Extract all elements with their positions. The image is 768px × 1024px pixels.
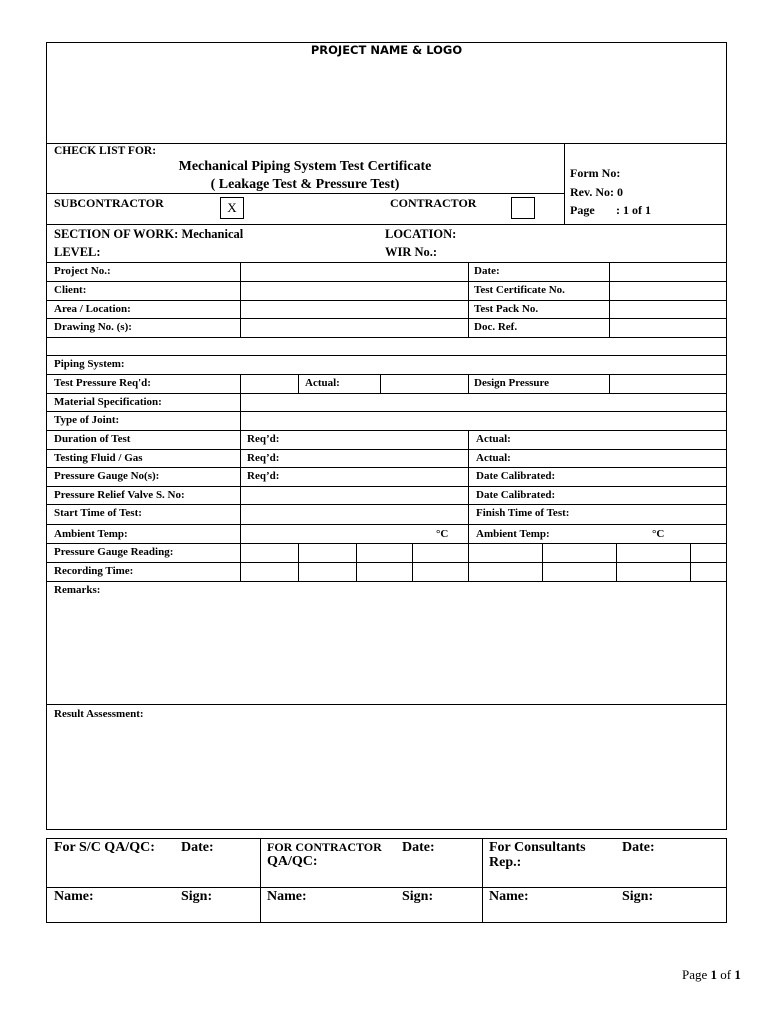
testing-fluid-label: Testing Fluid / Gas (54, 452, 143, 464)
divider (240, 374, 241, 581)
divider (46, 374, 727, 375)
wir-label: WIR No.: (385, 245, 438, 259)
divider (690, 543, 691, 581)
divider (46, 300, 727, 301)
area-location-label: Area / Location: (54, 303, 131, 315)
gauge-date-calibrated: Date Calibrated: (476, 470, 556, 482)
divider (468, 430, 469, 524)
contractor-label: CONTRACTOR (390, 196, 477, 210)
divider (412, 543, 413, 581)
sc-qaqc-label: For S/C QA/QC: (54, 840, 155, 855)
contractor-name-label: Name: (267, 889, 307, 904)
divider (260, 838, 261, 923)
sc-date-label: Date: (181, 840, 214, 855)
consultants-line2: Rep.: (489, 855, 522, 870)
type-of-joint-label: Type of Joint: (54, 414, 120, 426)
level-label: LEVEL: (54, 245, 101, 259)
design-pressure-label: Design Pressure (474, 377, 550, 389)
checklist-for-label: CHECK LIST FOR: (54, 145, 157, 157)
actual-label: Actual: (305, 377, 340, 389)
divider (46, 224, 727, 225)
footer-current-page: 1 (710, 967, 718, 982)
contractor-sign-label: Sign: (402, 889, 434, 904)
divider (380, 374, 381, 393)
start-time-label: Start Time of Test: (54, 507, 142, 519)
valve-date-calibrated: Date Calibrated: (476, 489, 556, 501)
divider (46, 411, 727, 412)
contractor-qaqc-line1: FOR CONTRACTOR (267, 840, 382, 854)
duration-label: Duration of Test (54, 433, 131, 445)
divider (356, 543, 357, 581)
divider (46, 887, 727, 888)
divider (468, 524, 469, 543)
divider (298, 374, 299, 393)
divider (46, 193, 564, 194)
divider (46, 318, 727, 319)
divider (616, 543, 617, 581)
location-label: LOCATION: (385, 227, 457, 241)
date-label: Date: (474, 265, 500, 277)
project-no-label: Project No.: (54, 265, 111, 277)
divider (46, 393, 727, 394)
consultants-line1: For Consultants (489, 840, 586, 855)
material-spec-label: Material Specification: (54, 396, 162, 408)
divider (46, 337, 727, 338)
celsius-unit: °C (436, 528, 449, 540)
sc-sign-label: Sign: (181, 889, 213, 904)
finish-time-label: Finish Time of Test: (476, 507, 570, 519)
divider (46, 524, 727, 525)
client-label: Client: (54, 284, 87, 296)
divider (46, 562, 727, 563)
form-no-label: Form No: (570, 166, 621, 180)
project-name-logo: PROJECT NAME & LOGO (310, 43, 463, 57)
ambient-temp-label-2: Ambient Temp: (476, 528, 550, 540)
contractor-checkbox[interactable] (511, 197, 535, 219)
divider (564, 143, 565, 224)
pressure-gauge-nos-label: Pressure Gauge No(s): (54, 470, 160, 482)
divider (482, 838, 483, 923)
footer-of-word: of (720, 967, 732, 982)
divider (468, 374, 469, 393)
divider (609, 374, 610, 393)
divider (46, 486, 727, 487)
result-assessment-label: Result Assessment: (54, 708, 144, 720)
divider (542, 543, 543, 581)
divider (468, 543, 469, 581)
divider (46, 543, 727, 544)
divider (46, 504, 727, 505)
divider (46, 262, 727, 263)
subcontractor-checkbox[interactable]: X (220, 197, 244, 219)
test-pressure-label: Test Pressure Req'd: (54, 377, 151, 389)
divider (46, 467, 727, 468)
duration-reqd: Req’d: (247, 433, 280, 445)
drawing-no-label: Drawing No. (s): (54, 321, 132, 333)
sc-name-label: Name: (54, 889, 94, 904)
divider (46, 355, 727, 356)
divider (298, 543, 299, 581)
consultants-date-label: Date: (622, 840, 655, 855)
divider (46, 581, 727, 582)
divider (609, 262, 610, 337)
page-label: Page (570, 203, 595, 217)
divider (46, 281, 727, 282)
consultants-name-label: Name: (489, 889, 529, 904)
divider (46, 449, 727, 450)
gauge-reading-label: Pressure Gauge Reading: (54, 546, 174, 558)
divider (46, 143, 727, 144)
contractor-qaqc-line2: QA/QC: (267, 854, 318, 869)
pressure-gauge-reqd: Req’d: (247, 470, 280, 482)
page-value: : 1 of 1 (616, 203, 651, 217)
page-footer (682, 967, 741, 983)
testing-fluid-actual: Actual: (476, 452, 511, 464)
recording-time-label: Recording Time: (54, 565, 134, 577)
contractor-date-label: Date: (402, 840, 435, 855)
subcontractor-label: SUBCONTRACTOR (54, 196, 164, 210)
testing-fluid-reqd: Req’d: (247, 452, 280, 464)
piping-system-label: Piping System: (54, 358, 125, 370)
celsius-unit-2: °C (652, 528, 665, 540)
duration-actual: Actual: (476, 433, 511, 445)
divider (468, 262, 469, 337)
divider (46, 430, 727, 431)
consultants-sign-label: Sign: (622, 889, 654, 904)
divider (46, 704, 727, 705)
section-of-work: SECTION OF WORK: Mechanical (54, 227, 244, 241)
doc-ref-label: Doc. Ref. (474, 321, 518, 333)
ambient-temp-label: Ambient Temp: (54, 528, 128, 540)
remarks-label: Remarks: (54, 584, 101, 596)
divider (240, 262, 241, 337)
test-cert-no-label: Test Certificate No. (474, 284, 565, 296)
relief-valve-label: Pressure Relief Valve S. No: (54, 489, 185, 501)
form-subtitle: ( Leakage Test & Pressure Test) (210, 177, 400, 192)
test-pack-no-label: Test Pack No. (474, 303, 539, 315)
footer-page-word: Page (682, 967, 708, 982)
rev-no-label: Rev. No: 0 (570, 185, 623, 199)
footer-total-pages: 1 (734, 967, 741, 982)
form-title: Mechanical Piping System Test Certificate (178, 159, 432, 174)
